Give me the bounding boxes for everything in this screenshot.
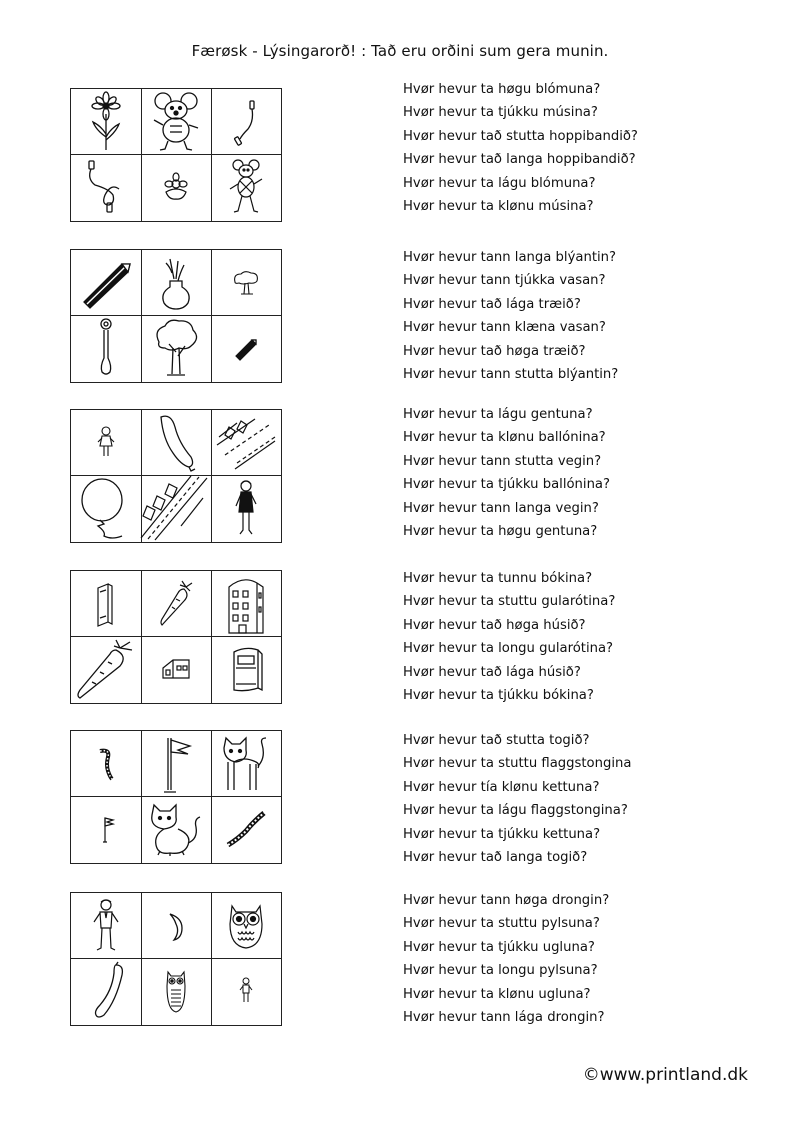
tree-icon [141, 315, 211, 380]
question: Hvør hevur tað høga húsið? [403, 617, 586, 633]
question: Hvør hevur tann høga drongin? [403, 893, 610, 908]
question: Hvør hevur tann langa vegin? [403, 500, 599, 516]
flower-icon [141, 154, 211, 219]
question-list-2 [403, 246, 703, 386]
question: Hvør hevur ta longu gularótina? [403, 641, 614, 657]
book-icon [71, 571, 141, 636]
sausage-icon [71, 958, 141, 1023]
picture-grid-6 [70, 892, 282, 1026]
house-icon [211, 571, 281, 636]
page-title: Færøsk - Lýsingarorð! : Tað eru orðini sum gera munin. [191, 42, 609, 60]
tree-icon [211, 250, 281, 315]
picture-grid-3 [70, 409, 282, 543]
rope-icon [211, 796, 281, 861]
question: Hvør hevur ta tjúkku kettuna? [403, 826, 601, 842]
question: Hvør hevur ta tunnu bókina? [403, 571, 593, 586]
pencil-icon [211, 315, 281, 380]
question: Hvør hevur tað stutta hoppibandið? [403, 128, 638, 144]
question-list-1 [403, 78, 703, 218]
picture-grid-1 [70, 88, 282, 222]
question: Hvør hevur tann stutta vegin? [403, 453, 602, 469]
carrot-icon [71, 636, 141, 701]
question: Hvør hevur ta høgu gentuna? [403, 523, 598, 539]
vase-icon [71, 315, 141, 380]
road-icon [141, 475, 211, 540]
balloon-icon [71, 475, 141, 540]
question-list-3 [403, 403, 703, 543]
flower-icon [71, 89, 141, 154]
question: Hvør hevur tað langa togið? [403, 849, 588, 865]
picture-grid-4 [70, 570, 282, 704]
question: Hvør hevur ta tjúkku músina? [403, 105, 598, 121]
question: Hvør hevur ta stuttu gularótina? [403, 594, 616, 610]
question: Hvør hevur tað lága træið? [403, 296, 581, 312]
book-icon [211, 636, 281, 701]
cat-icon [141, 796, 211, 861]
question: Hvør hevur tann klæna vasan? [403, 320, 606, 336]
question: Hvør hevur ta tjúkku bókina? [403, 687, 594, 703]
balloon-icon [141, 410, 211, 475]
question: Hvør hevur ta lágu blómuna? [403, 175, 596, 191]
question: Hvør hevur tann langa blýantin? [403, 250, 617, 265]
question: Hvør hevur ta klønu músina? [403, 198, 594, 214]
mouse-icon [141, 89, 211, 154]
question: Hvør hevur tað langa hoppibandið? [403, 152, 636, 168]
question: Hvør hevur tað stutta togið? [403, 733, 590, 748]
jump-rope-icon [211, 89, 281, 154]
girl-icon [211, 475, 281, 540]
rope-icon [71, 731, 141, 796]
flagpole-icon [71, 796, 141, 861]
sausage-icon [141, 893, 211, 958]
jump-rope-icon [71, 154, 141, 219]
question: Hvør hevur tann lága drongin? [403, 1009, 605, 1025]
question: Hvør hevur ta longu pylsuna? [403, 963, 598, 979]
carrot-icon [141, 571, 211, 636]
question: Hvør hevur tía klønu kettuna? [403, 779, 600, 795]
question: Hvør hevur ta stuttu pylsuna? [403, 916, 600, 932]
boy-icon [71, 893, 141, 958]
owl-icon [141, 958, 211, 1023]
flagpole-icon [141, 731, 211, 796]
picture-grid-2 [70, 249, 282, 383]
question-list-4 [403, 567, 703, 707]
question: Hvør hevur tað høga træið? [403, 343, 586, 359]
house-icon [141, 636, 211, 701]
question: Hvør hevur ta klønu ugluna? [403, 986, 591, 1002]
question: Hvør hevur ta høgu blómuna? [403, 82, 601, 97]
girl-icon [71, 410, 141, 475]
question: Hvør hevur tað lága húsið? [403, 664, 581, 680]
question: Hvør hevur ta stuttu flaggstongina [403, 756, 632, 772]
mouse-icon [211, 154, 281, 219]
question: Hvør hevur ta tjúkku ballónina? [403, 477, 611, 493]
vase-icon [141, 250, 211, 315]
question-list-5 [403, 729, 703, 869]
question: Hvør hevur ta klønu ballónina? [403, 430, 606, 446]
cat-icon [211, 731, 281, 796]
boy-icon [211, 958, 281, 1023]
owl-icon [211, 893, 281, 958]
picture-grid-5 [70, 730, 282, 864]
question: Hvør hevur ta lágu gentuna? [403, 407, 593, 422]
question: Hvør hevur ta lágu flaggstongina? [403, 803, 628, 819]
road-icon [211, 410, 281, 475]
question: Hvør hevur tann tjúkka vasan? [403, 273, 606, 289]
question-list-6 [403, 889, 703, 1029]
pencil-icon [71, 250, 141, 315]
question: Hvør hevur tann stutta blýantin? [403, 366, 619, 382]
question: Hvør hevur ta tjúkku ugluna? [403, 939, 595, 955]
copyright-footer: ©www.printland.dk [582, 1065, 748, 1085]
